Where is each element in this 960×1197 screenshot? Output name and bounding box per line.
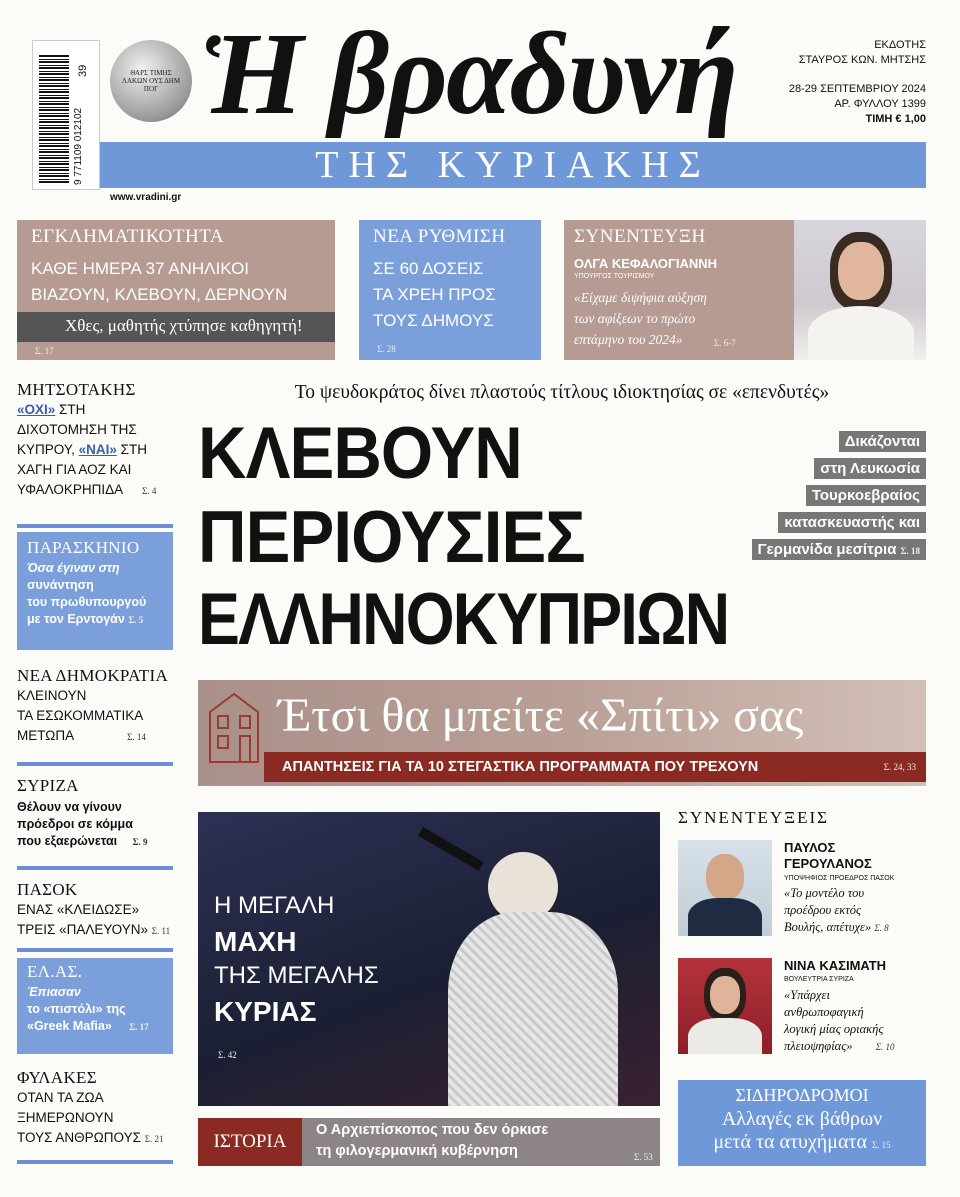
history-page: Σ. 53 bbox=[634, 1152, 653, 1162]
side-nd-page: Σ. 14 bbox=[127, 732, 146, 742]
side-divider bbox=[17, 948, 173, 952]
side-nd[interactable] bbox=[17, 666, 182, 747]
side-mitsotakis-nai: «ΝΑΙ» bbox=[78, 442, 117, 457]
side-elas-line2: το «πιστόλι» της bbox=[27, 1002, 126, 1016]
side-mitsotakis-l3c: ΣΤΗ bbox=[116, 442, 147, 457]
side-elas-l3: «Greek Mafia» bbox=[27, 1019, 112, 1033]
side-pasok[interactable] bbox=[17, 880, 182, 941]
side-fylakes-title: ΦΥΛΑΚΕΣ bbox=[17, 1068, 97, 1087]
housing-page: Σ. 24, 33 bbox=[883, 762, 916, 772]
side-elas-page: Σ. 17 bbox=[129, 1022, 149, 1032]
side-paraskinio-line3: του πρωθυπουργού bbox=[27, 595, 147, 609]
side-fylakes[interactable] bbox=[17, 1068, 182, 1149]
geroulanos-quote-1: «Το μοντέλο του bbox=[784, 886, 865, 900]
geroulanos-role: ΥΠΟΨΗΦΙΟΣ ΠΡΟΕΔΡΟΣ ΠΑΣΟΚ bbox=[784, 875, 895, 882]
side-fylakes-l3: ΤΟΥΣ ΑΝΘΡΩΠΟΥΣ bbox=[17, 1130, 141, 1145]
publication-info bbox=[768, 38, 926, 127]
kasimati-role: ΒΟΥΛΕΥΤΡΙΑ ΣΥΡΙΖΑ bbox=[784, 976, 854, 983]
side-pasok-page: Σ. 11 bbox=[151, 926, 171, 936]
lead-chip-1: Δικάζονται bbox=[839, 431, 926, 452]
kasimati-page: Σ. 10 bbox=[875, 1042, 895, 1052]
interview-role: ΥΠΟΥΡΓΟΣ ΤΟΥΡΙΣΜΟΥ bbox=[574, 273, 655, 280]
history-story[interactable] bbox=[198, 1118, 660, 1166]
crime-headline-2: ΒΙΑΖΟΥΝ, ΚΛΕΒΟΥΝ, ΔΕΡΝΟΥΝ bbox=[31, 285, 288, 304]
side-syriza-line2: πρόεδροι σε κόμμα bbox=[17, 817, 133, 831]
side-mitsotakis-oxi: «ΟΧΙ» bbox=[17, 402, 56, 417]
side-nd-l3: ΜΕΤΩΠΑ bbox=[17, 728, 74, 743]
side-elas-line1: Έπιασαν bbox=[27, 985, 81, 999]
kasimati-quote-4 bbox=[784, 1039, 895, 1054]
kasimati-quote-3: λογική μίας οριακής bbox=[784, 1022, 884, 1036]
side-mitsotakis-page: Σ. 4 bbox=[142, 486, 157, 496]
kasimati-quote-2: ανθρωποφαγική bbox=[784, 1005, 864, 1019]
photo-line-4: ΚΥΡΙΑΣ bbox=[214, 996, 317, 1027]
side-mitsotakis-line2: ΔΙΧΟΤΟΜΗΣΗ ΤΗΣ bbox=[17, 422, 137, 437]
website-link[interactable]: www.vradini.gr bbox=[110, 192, 182, 203]
debt-headline-2: ΤΑ ΧΡΕΗ ΠΡΟΣ bbox=[373, 285, 496, 304]
publisher-label: ΕΚΔΟΤΗΣ bbox=[874, 39, 926, 51]
issue-number: ΑΡ. ΦΥΛΛΟΥ 1399 bbox=[834, 98, 926, 110]
side-syriza[interactable] bbox=[17, 776, 177, 851]
photo-line-2: ΜΑΧΗ bbox=[214, 926, 297, 957]
lead-page: Σ. 18 bbox=[900, 546, 920, 556]
lead-chips bbox=[700, 425, 926, 560]
side-paraskinio-line4 bbox=[27, 611, 163, 629]
photo-line-3: ΤΗΣ ΜΕΓΑΛΗΣ bbox=[214, 962, 379, 989]
lead-kicker: Το ψευδοκράτος δίνει πλαστούς τίτλους ιδιοκτησίας σε «επενδυτές» bbox=[294, 382, 830, 403]
side-syriza-title: ΣΥΡΙΖΑ bbox=[17, 776, 79, 795]
interview-name: ΟΛΓΑ ΚΕΦΑΛΟΓΙΑΝΝΗ bbox=[574, 256, 718, 271]
side-mitsotakis[interactable] bbox=[17, 380, 177, 501]
kasimati-quote-1: «Υπάρχει bbox=[784, 988, 830, 1002]
barcode bbox=[32, 40, 100, 190]
side-divider bbox=[17, 762, 173, 766]
debt-headline-3: ΤΟΥΣ ΔΗΜΟΥΣ bbox=[373, 311, 494, 330]
side-mitsotakis-line1 bbox=[17, 400, 177, 420]
housing-banner[interactable] bbox=[198, 680, 926, 786]
side-mitsotakis-l1b: ΣΤΗ bbox=[55, 402, 86, 417]
side-nd-title: ΝΕΑ ΔΗΜΟΚΡΑΤΙΑ bbox=[17, 666, 169, 685]
kefalogianni-photo bbox=[794, 220, 926, 360]
lead-chip-2: στη Λευκωσία bbox=[814, 458, 926, 479]
side-divider bbox=[17, 1160, 173, 1164]
interview-quote-1: «Είχαμε διψήφια αύξηση bbox=[574, 290, 707, 305]
publisher-name: ΣΤΑΥΡΟΣ ΚΩΝ. ΜΗΤΣΗΣ bbox=[798, 54, 926, 66]
barcode-issue: 39 bbox=[77, 64, 89, 77]
photo-page: Σ. 42 bbox=[218, 1050, 237, 1060]
crime-kicker: ΕΓΚΛΗΜΑΤΙΚΟΤΗΤΑ bbox=[31, 226, 225, 247]
photo-story[interactable] bbox=[198, 812, 660, 1106]
interview-kefalogianni-box[interactable] bbox=[564, 220, 926, 360]
side-paraskinio-title: ΠΑΡΑΣΚΗΝΙΟ bbox=[27, 538, 140, 557]
photo-line-1: Η ΜΕΓΑΛΗ bbox=[214, 892, 335, 919]
geroulanos-quote-3 bbox=[784, 920, 889, 935]
coin-emblem bbox=[110, 40, 192, 122]
side-elas-title: ΕΛ.ΑΣ. bbox=[27, 962, 83, 981]
issue-date: 28-29 ΣΕΠΤΕΜΒΡΙΟΥ 2024 bbox=[788, 83, 926, 95]
geroulanos-page: Σ. 8 bbox=[874, 923, 889, 933]
side-paraskinio-line1: Όσα έγιναν στη bbox=[27, 561, 120, 575]
interview-geroulanos[interactable] bbox=[678, 838, 926, 942]
crime-headline-1: ΚΑΘΕ ΗΜΕΡΑ 37 ΑΝΗΛΙΚΟΙ bbox=[31, 259, 250, 278]
geroulanos-photo bbox=[678, 840, 772, 936]
side-fylakes-page: Σ. 21 bbox=[144, 1134, 164, 1144]
side-pasok-title: ΠΑΣΟΚ bbox=[17, 880, 78, 899]
history-line-2: τη φιλογερμανική κυβέρνηση bbox=[316, 1143, 518, 1159]
geroulanos-q3: Βουλής, απέτυχε» bbox=[784, 920, 872, 934]
housing-bar bbox=[264, 752, 926, 782]
side-mitsotakis-line4: ΧΑΓΗ ΓΙΑ ΑΟΖ ΚΑΙ bbox=[17, 462, 132, 477]
side-mitsotakis-l5: ΥΦΑΛΟΚΡΗΠΙΔΑ bbox=[17, 482, 123, 497]
side-nd-line2: ΤΑ ΕΣΩΚΟΜΜΑΤΙΚΑ bbox=[17, 708, 144, 723]
side-syriza-page: Σ. 9 bbox=[132, 837, 148, 847]
crime-page: Σ. 17 bbox=[35, 346, 54, 356]
side-syriza-l3: που εξαερώνεται bbox=[17, 834, 118, 848]
side-mitsotakis-line5 bbox=[17, 480, 177, 501]
kasimati-name: ΝΙΝΑ ΚΑΣΙΜΑΤΗ bbox=[784, 958, 887, 973]
geroulanos-quote-2: προέδρου εκτός bbox=[784, 903, 862, 917]
side-elas[interactable] bbox=[17, 958, 173, 1054]
debt-page: Σ. 28 bbox=[377, 344, 396, 354]
side-fylakes-line3 bbox=[17, 1128, 182, 1149]
side-divider bbox=[17, 866, 173, 870]
debt-kicker: ΝΕΑ ΡΥΘΜΙΣΗ bbox=[373, 226, 506, 247]
side-mitsotakis-line3 bbox=[17, 440, 177, 460]
side-syriza-line1: Θέλουν να γίνουν bbox=[17, 800, 122, 814]
side-mitsotakis-title: ΜΗΤΣΟΤΑΚΗΣ bbox=[17, 380, 136, 399]
interview-kasimati[interactable] bbox=[678, 956, 926, 1060]
housing-bar-text: ΑΠΑΝΤΗΣΕΙΣ ΓΙΑ ΤΑ 10 ΣΤΕΓΑΣΤΙΚΑ ΠΡΟΓΡΑΜΜΑΤΑ ΠΟΥ ΤΡΕΧΟΥΝ bbox=[282, 759, 759, 775]
lead-chip-5 bbox=[752, 539, 926, 560]
side-fylakes-line2: ΞΗΜΕΡΩΝΟΥΝ bbox=[17, 1110, 114, 1125]
side-pasok-l2: ΤΡΕΙΣ «ΠΑΛΕΥΟΥΝ» bbox=[17, 922, 148, 937]
interview-quote-3: επτάμηνο του 2024» bbox=[574, 332, 683, 347]
house-icon bbox=[204, 690, 264, 764]
interview-page: Σ. 6-7 bbox=[714, 338, 736, 348]
interview-kicker: ΣΥΝΕΝΤΕΥΞΗ bbox=[574, 226, 706, 247]
history-line-1: Ο Αρχιεπίσκοπος που δεν όρκισε bbox=[316, 1122, 549, 1138]
interview-quote-2: των αφίξεων το πρώτο bbox=[574, 311, 696, 326]
railways-kicker: ΣΙΔΗΡΟΔΡΟΜΟΙ bbox=[735, 1085, 869, 1105]
side-pasok-line2 bbox=[17, 920, 182, 941]
singer-photo bbox=[398, 822, 658, 1106]
crime-bar bbox=[17, 312, 335, 342]
kasimati-q4: πλειοψηφίας» bbox=[784, 1039, 853, 1053]
history-tag: ΙΣΤΟΡΙΑ bbox=[198, 1118, 302, 1166]
lead-chip-3: Τουρκοεβραίος bbox=[806, 485, 926, 506]
side-nd-line1: ΚΛΕΙΝΟΥΝ bbox=[17, 688, 87, 703]
masthead-logo: Ἡ βραδυνή bbox=[200, 8, 737, 139]
side-divider bbox=[17, 524, 173, 528]
side-paraskinio-page: Σ. 5 bbox=[128, 615, 144, 625]
housing-title: Έτσι θα μπείτε «Σπίτι» σας bbox=[278, 689, 804, 742]
railways-line-1: Αλλαγές εκ βάθρων bbox=[721, 1108, 883, 1130]
side-paraskinio-line2: συνάντηση bbox=[27, 578, 94, 592]
lead-chip-5-text: Γερμανίδα μεσίτρια bbox=[757, 541, 897, 558]
crime-bar-text: Χθες, μαθητής χτύπησε καθηγητή! bbox=[65, 316, 303, 335]
lead-headline-2[interactable]: ΠΕΡΙΟΥΣΙΕΣ bbox=[198, 497, 585, 578]
railways-l2: μετά τα ατυχήματα bbox=[713, 1131, 867, 1153]
debt-headline-1: ΣΕ 60 ΔΟΣΕΙΣ bbox=[373, 259, 484, 278]
geroulanos-name-1: ΠΑΥΛΟΣ bbox=[784, 840, 836, 855]
side-nd-line3 bbox=[17, 726, 182, 747]
kasimati-photo bbox=[678, 958, 772, 1054]
interviews-header: ΣΥΝΕΝΤΕΥΞΕΙΣ bbox=[678, 808, 830, 827]
side-syriza-line3 bbox=[17, 833, 177, 851]
side-elas-line3 bbox=[27, 1018, 163, 1036]
side-fylakes-line1: ΟΤΑΝ ΤΑ ΖΩΑ bbox=[17, 1090, 104, 1105]
lead-chip-4: κατασκευαστής και bbox=[778, 512, 926, 533]
coin-text: ΘΑΡΣ ΤΙΜΗΣ ΛΑΚΩΝ ΟΥΣ ΔΗΜ ΠΟΓ bbox=[121, 69, 181, 93]
side-pasok-line1: ΕΝΑΣ «ΚΛΕΙΔΩΣΕ» bbox=[17, 902, 140, 917]
side-mitsotakis-l3a: ΚΥΠΡΟΥ, bbox=[17, 442, 79, 457]
side-paraskinio-l4: με τον Ερντογάν bbox=[27, 612, 125, 626]
price: ΤΙΜΗ € 1,00 bbox=[865, 113, 926, 125]
geroulanos-name-2: ΓΕΡΟΥΛΑΝΟΣ bbox=[784, 856, 872, 871]
debt-story-box[interactable] bbox=[359, 220, 541, 360]
side-paraskinio[interactable] bbox=[17, 532, 173, 650]
crime-story-box[interactable] bbox=[17, 220, 335, 360]
barcode-digits: 9 771109 012102 bbox=[73, 107, 84, 185]
railways-page: Σ. 15 bbox=[871, 1140, 891, 1150]
railways-line-2 bbox=[678, 1131, 926, 1154]
masthead-subtitle: ΤΗΣ ΚΥΡΙΑΚΗΣ bbox=[100, 142, 926, 188]
lead-headline-3[interactable]: ΕΛΛΗΝΟΚΥΠΡΙΩΝ bbox=[198, 579, 729, 660]
lead-headline-1[interactable]: ΚΛΕΒΟΥΝ bbox=[198, 413, 522, 494]
railways-story[interactable] bbox=[678, 1080, 926, 1166]
